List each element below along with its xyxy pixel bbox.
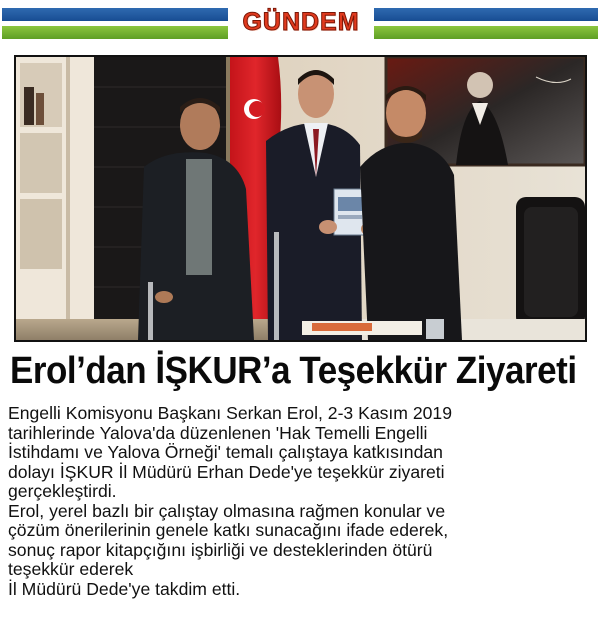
section-label: GÜNDEM [242, 7, 360, 36]
news-photo [14, 55, 587, 342]
body-line: Erol, yerel bazlı bir çalıştay olmasına rağmen konular ve [8, 500, 446, 521]
section-header [2, 2, 598, 42]
article-body [8, 404, 596, 599]
body-line: teşekkür ederek [8, 559, 134, 579]
body-line: dolayı İŞKUR İl Müdürü Erhan Dede'ye teşekkür ziyareti [8, 461, 445, 482]
article-headline: Erol’dan İŞKUR’a Teşekkür Ziyareti [10, 350, 577, 392]
body-line: İl Müdürü Dede'ye takdim etti. [8, 578, 241, 599]
news-photo-illustration [16, 57, 585, 340]
section-label-box [228, 2, 374, 42]
body-line: çözüm önerilerinin genele katkı sunacağını ifade ederek, [8, 520, 449, 540]
body-line: tarihlerinde Yalova'da düzenlenen 'Hak Temelli Engelli [8, 422, 428, 443]
shelf [16, 57, 94, 340]
body-line: sonuç rapor kitapçığını işbirliği ve desteklerinden ötürü [8, 539, 433, 560]
body-line: Engelli Komisyonu Başkanı Serkan Erol, 2-3 Kasım 2019 [8, 403, 452, 423]
body-line: İstihdamı ve Yalova Örneği' temalı çalıştaya katkısından [8, 442, 443, 462]
body-line: gerçekleştirdi. [8, 481, 117, 501]
office-chair [516, 197, 585, 327]
